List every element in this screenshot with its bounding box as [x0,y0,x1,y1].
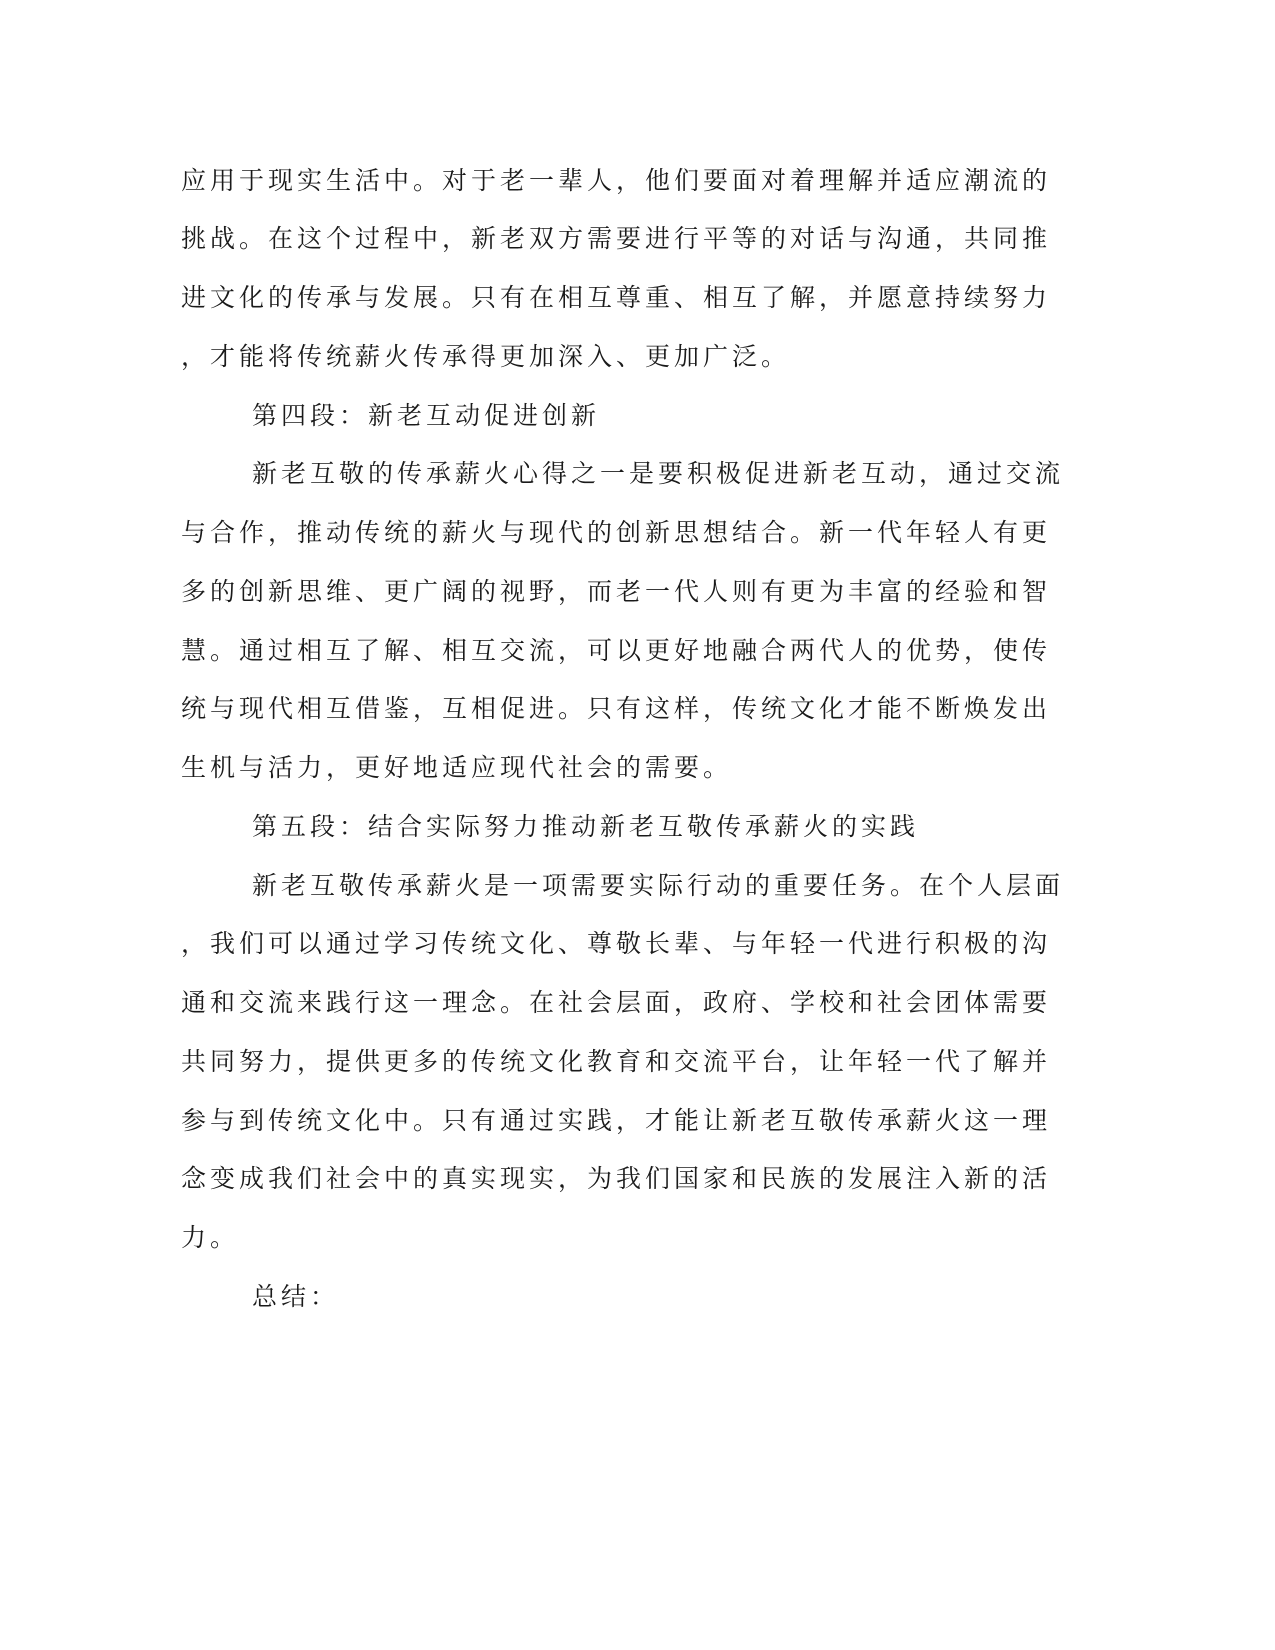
paragraph-line: 慧。通过相互了解、相互交流，可以更好地融合两代人的优势，使传 [181,636,1052,665]
paragraph-line: 多的创新思维、更广阔的视野，而老一代人则有更为丰富的经验和智 [181,577,1052,606]
paragraph-line: 进文化的传承与发展。只有在相互尊重、相互了解，并愿意持续努力 [181,283,1052,312]
paragraph-line: 应用于现实生活中。对于老一辈人，他们要面对着理解并适应潮流的 [181,166,1052,195]
paragraph-line: 新老互敬的传承薪火心得之一是要积极促进新老互动，通过交流 [252,459,1065,488]
paragraph-line: 新老互敬传承薪火是一项需要实际行动的重要任务。在个人层面 [252,871,1065,900]
paragraph-line: 共同努力，提供更多的传统文化教育和交流平台，让年轻一代了解并 [181,1047,1052,1076]
section-heading-4: 第四段：新老互动促进创新 [252,401,601,430]
paragraph-line: 统与现代相互借鉴，互相促进。只有这样，传统文化才能不断焕发出 [181,694,1052,723]
paragraph-line: 与合作，推动传统的薪火与现代的创新思想结合。新一代年轻人有更 [181,518,1052,547]
summary-heading: 总结： [252,1282,340,1311]
paragraph-line: 挑战。在这个过程中，新老双方需要进行平等的对话与沟通，共同推 [181,224,1052,253]
paragraph-line: 念变成我们社会中的真实现实，为我们国家和民族的发展注入新的活 [181,1164,1052,1193]
paragraph-line: 生机与活力，更好地适应现代社会的需要。 [181,753,733,782]
paragraph-line: ，我们可以通过学习传统文化、尊敬长辈、与年轻一代进行积极的沟 [181,929,1052,958]
paragraph-line: 力。 [181,1223,240,1252]
paragraph-line: ，才能将传统薪火传承得更加深入、更加广泛。 [181,342,791,371]
section-heading-5: 第五段：结合实际努力推动新老互敬传承薪火的实践 [252,812,920,841]
paragraph-line: 通和交流来践行这一理念。在社会层面，政府、学校和社会团体需要 [181,988,1052,1017]
paragraph-line: 参与到传统文化中。只有通过实践，才能让新老互敬传承薪火这一理 [181,1106,1052,1135]
